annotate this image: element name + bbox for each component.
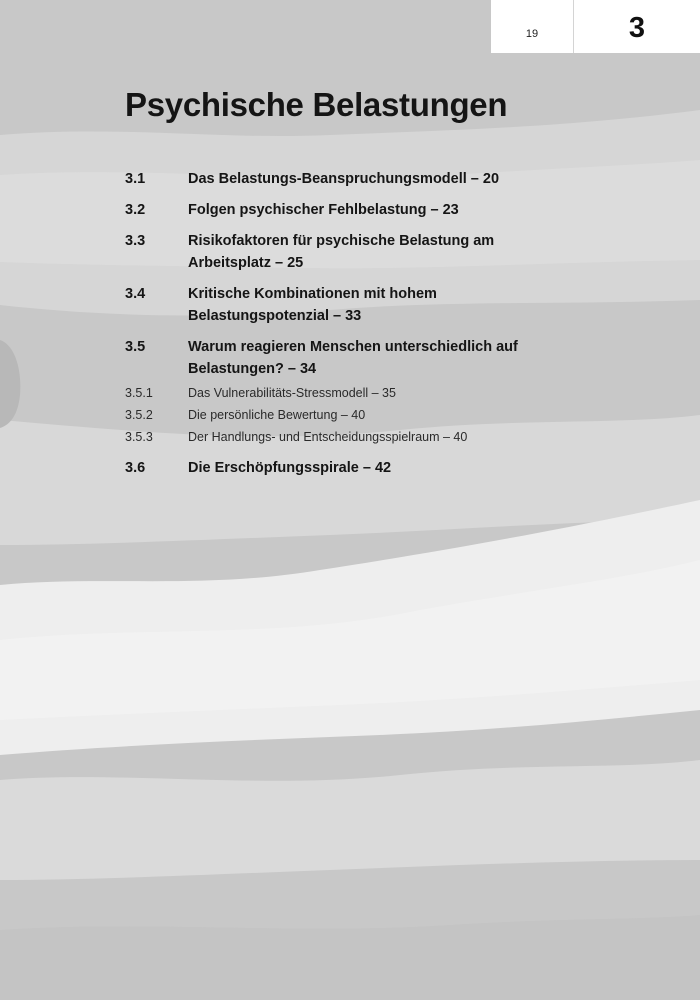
toc-entry-3-1[interactable] (125, 168, 555, 190)
toc-entry-3-3[interactable] (125, 230, 555, 274)
toc-text: Die Erschöpfungsspirale – 42 (188, 460, 392, 476)
toc-number: 3.5.1 (125, 386, 153, 400)
page-number: 19 (525, 28, 539, 40)
toc-entry-3-5-3[interactable] (125, 426, 555, 448)
toc-entry-3-5-2[interactable] (125, 404, 555, 426)
toc-number: 3.5.2 (125, 408, 153, 422)
toc-text: Risikofaktoren für psychische Belastung am Arbeitsplatz – 25 (188, 233, 495, 271)
toc-text: Das Vulnerabilitäts-Stressmodell – 35 (188, 386, 396, 400)
toc-number: 3.3 (125, 233, 146, 249)
toc-number: 3.1 (125, 171, 146, 187)
toc-text: Die persönliche Bewertung – 40 (188, 408, 366, 422)
toc-number: 3.6 (125, 460, 146, 476)
toc-number: 3.4 (125, 286, 146, 302)
toc-number: 3.5.3 (125, 430, 153, 444)
toc-entry-3-4[interactable] (125, 283, 555, 327)
toc-text: Der Handlungs- und Entscheidungsspielraum – 40 (188, 430, 468, 444)
toc-entry-3-6[interactable] (125, 457, 555, 479)
toc-text: Das Belastungs-Beanspruchungsmodell – 20 (188, 171, 500, 187)
toc-entry-3-5-1[interactable] (125, 382, 555, 404)
chapter-number: 3 (628, 12, 646, 44)
toc-entry-3-5[interactable] (125, 336, 555, 380)
toc-text: Kritische Kombinationen mit hohem Belastungspotenzial – 33 (188, 286, 437, 324)
toc-number: 3.5 (125, 339, 146, 355)
chapter-title: Psychische Belastungen (125, 86, 508, 123)
toc-text: Folgen psychischer Fehlbelastung – 23 (188, 202, 459, 218)
toc-text: Warum reagieren Menschen unterschiedlich auf Belastungen? – 34 (188, 339, 518, 377)
toc-number: 3.2 (125, 202, 146, 218)
toc-entry-3-2[interactable] (125, 199, 555, 221)
table-of-contents (125, 168, 555, 488)
